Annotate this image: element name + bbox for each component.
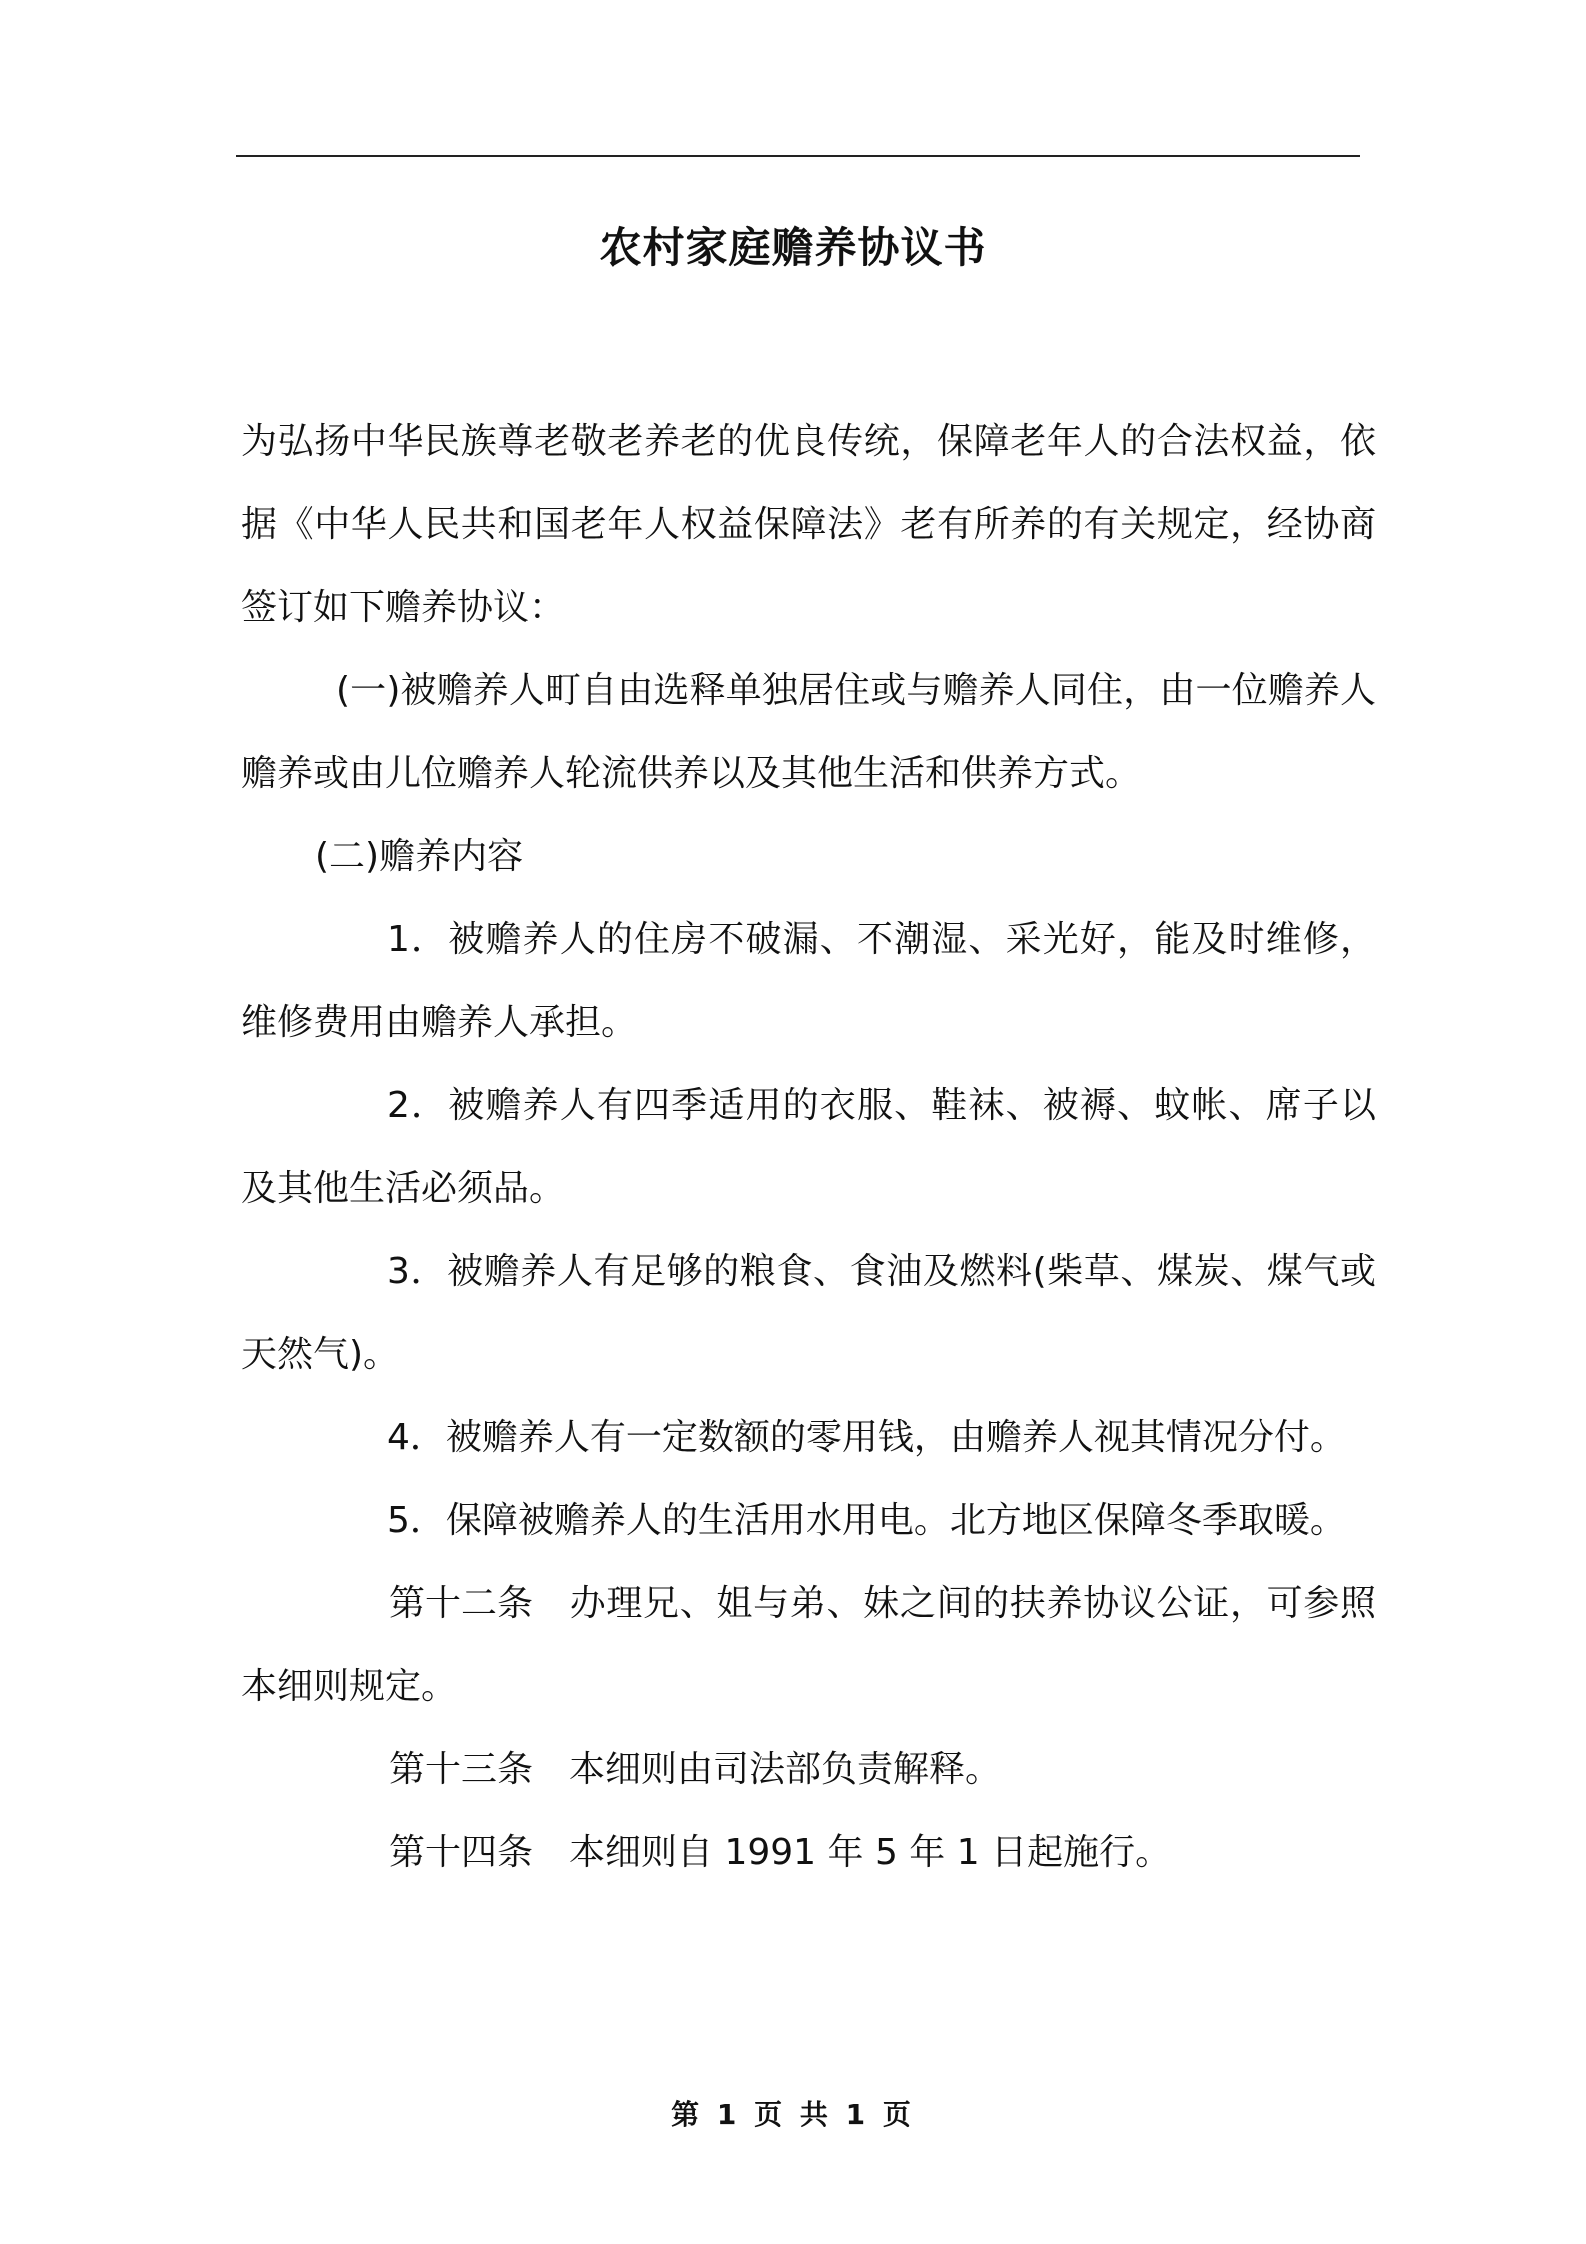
item-2-paragraph: 2．被赡养人有四季适用的衣服、鞋袜、被褥、蚊帐、席子以及其他生活必须品。	[241, 1085, 1376, 1209]
document-title: 农村家庭赡养协议书	[599, 223, 987, 272]
article-13	[241, 1728, 1376, 1811]
article-14	[241, 1811, 1376, 1894]
article-13-text: 本细则由司法部负责解释。	[569, 1749, 1002, 1790]
document-body	[241, 400, 1376, 1894]
article-14-text: 本细则自 1991 年 5 年 1 日起施行。	[569, 1832, 1172, 1873]
section-2-heading: (二)赡养内容	[315, 836, 524, 877]
article-12-label: 第十二条	[389, 1583, 534, 1624]
intro-paragraph: 为弘扬中华民族尊老敬老养老的优良传统，保障老年人的合法权益，依据《中华人民共和国老年人权益保障法》老有所养的有关规定，经协商签订如下赡养协议：	[241, 421, 1376, 628]
item-5-paragraph: 5．保障被赡养人的生活用水用电。北方地区保障冬季取暖。	[387, 1500, 1346, 1541]
article-14-label: 第十四条	[389, 1832, 534, 1873]
article-12-text: 办理兄、姐与弟、妹之间的扶养协议公证，可参照本细则规定。	[241, 1583, 1376, 1707]
article-12	[241, 1562, 1376, 1728]
header-rule	[236, 155, 1360, 157]
item-1-paragraph: 1．被赡养人的住房不破漏、不潮湿、采光好，能及时维修，维修费用由赡养人承担。	[241, 919, 1376, 1043]
page-footer: 第 1 页 共 1 页	[671, 2098, 915, 2131]
section-1-paragraph: (一)被赡养人町自由选释单独居住或与赡养人同住，由一位赡养人赡养或由儿位赡养人轮流供养以及其他生活和供养方式。	[241, 670, 1376, 794]
item-4-paragraph: 4．被赡养人有一定数额的零用钱，由赡养人视其情况分付。	[387, 1417, 1346, 1458]
item-3-paragraph: 3．被赡养人有足够的粮食、食油及燃料(柴草、煤炭、煤气或天然气)。	[241, 1251, 1376, 1375]
article-13-label: 第十三条	[389, 1749, 534, 1790]
